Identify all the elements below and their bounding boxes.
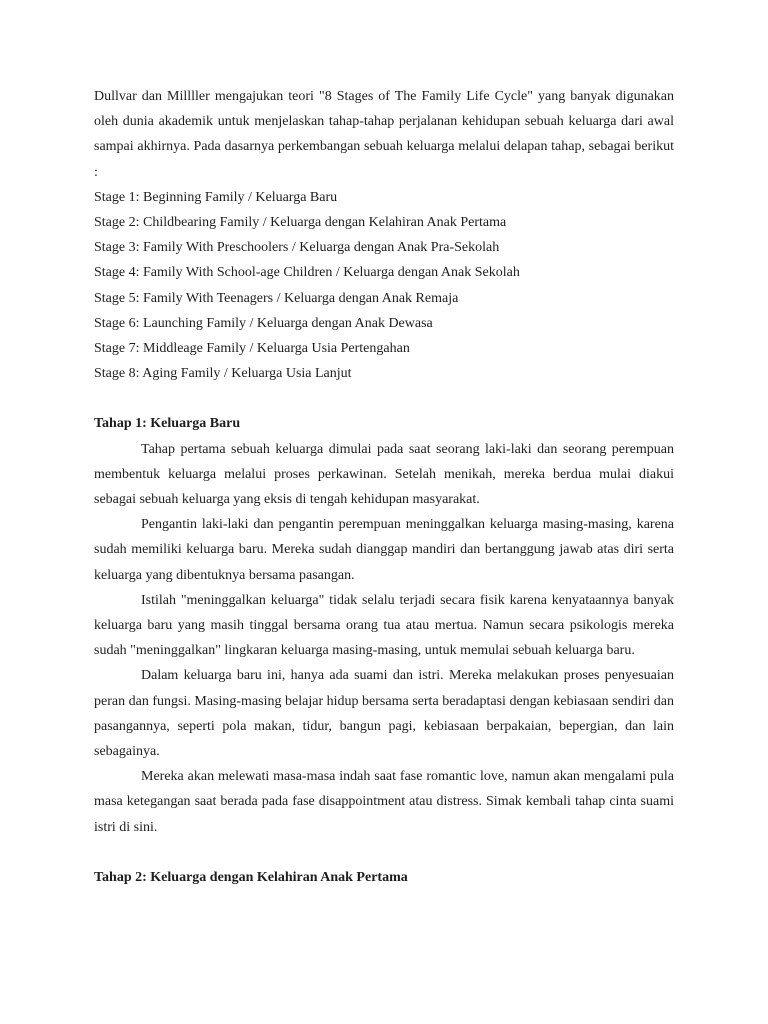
spacer xyxy=(94,386,674,411)
stage-item: Stage 5: Family With Teenagers / Keluarga dengan Anak Remaja xyxy=(94,290,459,306)
body-paragraph: Tahap pertama sebuah keluarga dimulai pada saat seorang laki-laki dan seorang perempuan membentuk keluarga melalui proses perkawinan. Setelah menikah, mereka berdua mulai diakui sebagai sebuah keluarga yang eksis di tengah kehidupan masyarakat. xyxy=(94,441,674,508)
body-paragraph: Istilah "meninggalkan keluarga" tidak selalu terjadi secara fisik karena kenyataannya banyak keluarga baru yang masih tinggal bersama orang tua atau mertua. Namun secara psikologis mereka sudah "meninggalkan" lingkaran keluarga masing-masing, untuk memulai sebuah keluarga baru. xyxy=(94,592,674,659)
body-paragraph: Mereka akan melewati masa-masa indah saat fase romantic love, namun akan mengalami pula masa ketegangan saat berada pada fase disappointment atau distress. Simak kembali tahap cinta suami istri di sini. xyxy=(94,769,674,835)
stage-item: Stage 7: Middleage Family / Keluarga Usia Pertengahan xyxy=(94,341,410,357)
stage-item: Stage 6: Launching Family / Keluarga dengan Anak Dewasa xyxy=(94,315,433,331)
stage-item: Stage 1: Beginning Family / Keluarga Baru xyxy=(94,189,338,205)
stage-item: Stage 2: Childbearing Family / Keluarga dengan Kelahiran Anak Pertama xyxy=(94,215,507,231)
stage-list xyxy=(94,185,674,387)
spacer xyxy=(94,840,674,865)
stage-item: Stage 8: Aging Family / Keluarga Usia Lanjut xyxy=(94,366,352,382)
stage-item: Stage 3: Family With Preschoolers / Keluarga dengan Anak Pra-Sekolah xyxy=(94,240,500,256)
intro-paragraph: Dullvar dan Millller mengajukan teori "8 Stages of The Family Life Cycle" yang banyak digunakan oleh dunia akademik untuk menjelaskan tahap-tahap perjalanan kehidupan sebuah keluarga dari awal sampai akhirnya. Pada dasarnya perkembangan sebuah keluarga melalui delapan tahap, sebagai berikut : xyxy=(94,89,674,180)
section-heading-tahap-2: Tahap 2: Keluarga dengan Kelahiran Anak Pertama xyxy=(94,869,408,885)
body-paragraph: Pengantin laki-laki dan pengantin perempuan meninggalkan keluarga masing-masing, karena sudah memiliki keluarga baru. Mereka sudah dianggap mandiri dan bertanggung jawab atas diri serta keluarga yang dibentuknya bersama pasangan. xyxy=(94,517,674,583)
body-paragraph: Dalam keluarga baru ini, hanya ada suami dan istri. Mereka melakukan proses penyesuaian peran dan fungsi. Masing-masing belajar hidup bersama serta beradaptasi dengan kebiasaan sendiri dan pasangannya, seperti pola makan, tidur, bangun pagi, kebiasaan berpakaian, bepergian, dan lain sebagainya. xyxy=(94,668,674,760)
stage-item: Stage 4: Family With School-age Children / Keluarga dengan Anak Sekolah xyxy=(94,265,520,281)
section-heading-tahap-1: Tahap 1: Keluarga Baru xyxy=(94,416,241,432)
